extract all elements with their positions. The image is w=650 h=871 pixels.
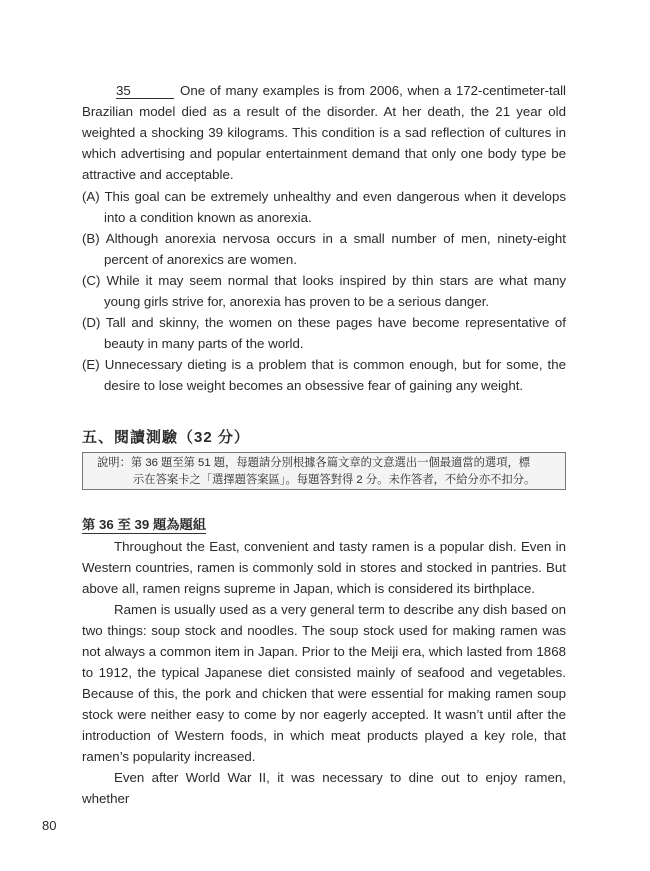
page-number: 80 — [42, 818, 57, 833]
option-d — [82, 312, 566, 354]
option-label: (A) — [82, 189, 100, 204]
question-group-title: 第 36 至 39 題為題組 — [82, 517, 207, 532]
option-text: Although anorexia nervosa occurs in a small number of men, ninety-eight percent of anorexics are women. — [104, 231, 566, 267]
option-label: (C) — [82, 273, 101, 288]
instructions-box — [82, 452, 566, 490]
passage-paragraph-3: Even after World War II, it was necessary to dine out to enjoy ramen, whether — [82, 770, 566, 806]
option-b — [82, 228, 566, 270]
option-label: (B) — [82, 231, 100, 246]
section-heading: 五、閱讀測驗（32 分） — [82, 429, 250, 446]
question-35-text: One of many examples is from 2006, when a 172-centimeter-tall Brazilian model died as a result of the disorder. At her death, the 21 year old weighted a shocking 39 kilograms. This condition is a sad reflection of cultures in which advertising and popular entertainment demand that only one body type be attractive and acceptable. — [82, 83, 566, 182]
question-35-paragraph — [82, 80, 566, 185]
option-label: (E) — [82, 357, 100, 372]
passage-paragraph-1: Throughout the East, convenient and tasty ramen is a popular dish. Even in Western countries, ramen is commonly sold in stores and stocked in pantries. But above all, ramen reigns supreme in Japan, which is considered its birthplace. — [82, 539, 566, 596]
passage-paragraph-2: Ramen is usually used as a very general term to describe any dish based on two things: soup stock and noodles. The soup stock used for making ramen was not always a common item in Japan. Prior to the Meiji era, which lasted from 1868 to 1912, the typical Japanese diet consisted mainly of seafood and vegetables. Because of this, the pork and chicken that were essential for making ramen soup stock were neither easy to come by nor eagerly accepted. It wasn’t until after the introduction of Western foods, in which meat products played a key role, that ramen’s popularity increased. — [82, 602, 566, 764]
option-text: Tall and skinny, the women on these pages have become representative of beauty in many parts of the world. — [104, 315, 566, 351]
option-text: While it may seem normal that looks inspired by thin stars are what many young girls strive for, anorexia has proven to be a serious danger. — [104, 273, 566, 309]
option-text: This goal can be extremely unhealthy and even dangerous when it develops into a condition known as anorexia. — [104, 189, 566, 225]
instructions-line-1: 說明：第 36 題至第 51 題，每題請分別根據各篇文章的文意選出一個最適當的選項，標 — [97, 457, 531, 469]
option-e — [82, 354, 566, 396]
option-label: (D) — [82, 315, 101, 330]
option-text: Unnecessary dieting is a problem that is common enough, but for some, the desire to lose weight becomes an obsessive fear of gaining any weight. — [104, 357, 566, 393]
option-a — [82, 186, 566, 228]
instructions-line-2: 示在答案卡之「選擇題答案區」。每題答對得 2 分。未作答者，不給分亦不扣分。 — [133, 474, 536, 486]
question-35-blank: 35 — [116, 84, 174, 99]
option-c — [82, 270, 566, 312]
